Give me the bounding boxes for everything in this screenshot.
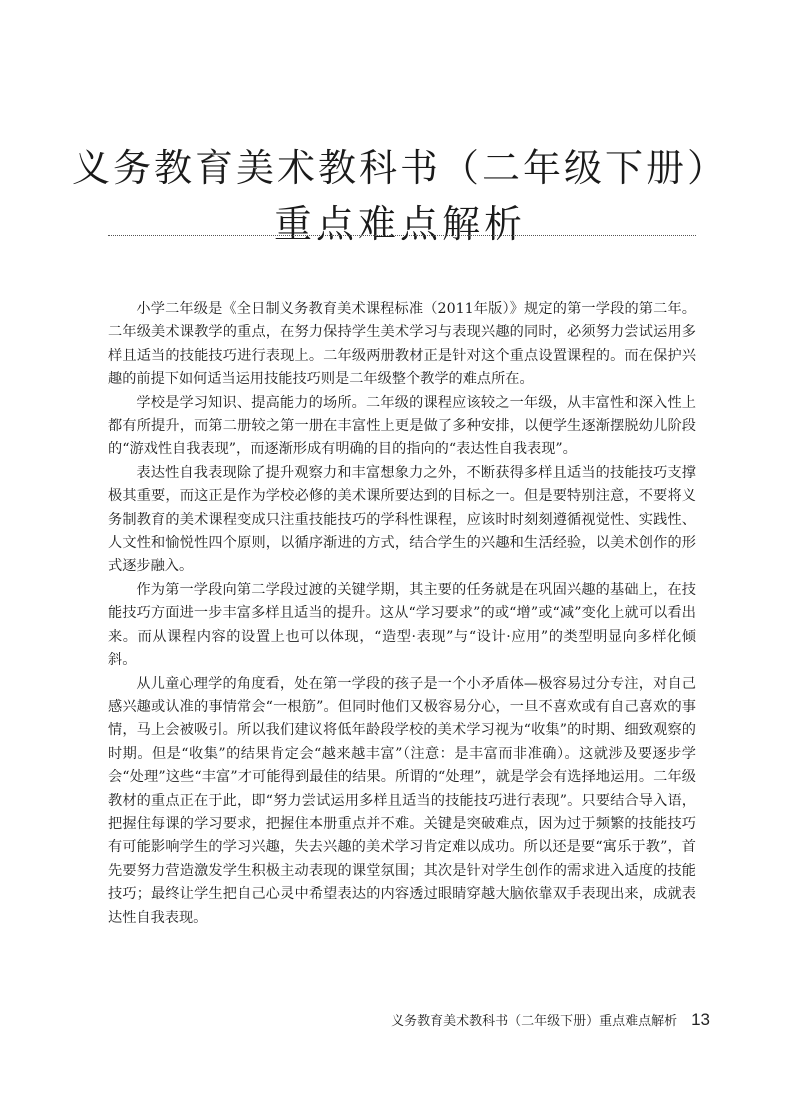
page-footer	[391, 1010, 710, 1030]
page-title: 义务教育美术教科书（二年级下册）	[71, 146, 728, 190]
paragraph: 学校是学习知识、提高能力的场所。二年级的课程应该较之一年级，从丰富性和深入性上都有所提升，而第二册较之第一册在丰富性上更是做了多种安排，以便学生逐渐摆脱幼儿阶段的“游戏性自我表现”，而逐渐形成有明确的目的指向的“表达性自我表现”。	[108, 394, 696, 458]
paragraph: 小学二年级是《全日制义务教育美术课程标准（2011年版）》规定的第一学段的第二年。二年级美术课教学的重点，在努力保持学生美术学习与表现兴趣的同时，必须努力尝试运用多样且适当的技能技巧进行表现上。二年级两册教材正是针对这个重点设置课程的。而在保护兴趣的前提下如何适当运用技能技巧则是二年级整个教学的难点所在。	[108, 301, 696, 388]
page-subtitle: 重点难点解析	[273, 202, 526, 246]
page-number: 13	[691, 1010, 710, 1029]
title-divider	[108, 235, 696, 236]
running-title: 义务教育美术教科书（二年级下册）重点难点解析	[391, 1014, 678, 1029]
body-text	[108, 298, 696, 930]
paragraph: 表达性自我表现除了提升观察力和丰富想象力之外，不断获得多样且适当的技能技巧支撑极其重要，而这正是作为学校必修的美术课所要达到的目标之一。但是要特别注意，不要将义务制教育的美术课程变成只注重技能技巧的学科性课程，应该时时刻刻遵循视觉性、实践性、人文性和愉悦性四个原则，以循序渐进的方式，结合学生的兴趣和生活经验，以美术创作的形式逐步融入。	[108, 464, 696, 575]
paragraph: 作为第一学段向第二学段过渡的关键学期，其主要的任务就是在巩固兴趣的基础上，在技能技巧方面进一步丰富多样且适当的提升。这从“学习要求”的或“增”或“减”变化上就可以看出来。而从课程内容的设置上也可以体现，“造型·表现”与“设计·应用”的类型明显向多样化倾斜。	[108, 581, 696, 669]
paragraph: 从儿童心理学的角度看，处在第一学段的孩子是一个小矛盾体—极容易过分专注，对自己感兴趣或认准的事情常会“一根筋”。但同时他们又极容易分心，一旦不喜欢或有自己喜欢的事情，马上会被吸引。所以我们建议将低年龄段学校的美术学习视为“收集”的时期、细致观察的时期。但是“收集”的结果肯定会“越来越丰富”（注意：是丰富而非准确）。这就涉及要逐步学会“处理”这些“丰富”才可能得到最佳的结果。所谓的“处理”，就是学会有选择地运用。二年级教材的重点正在于此，即“努力尝试运用多样且适当的技能技巧进行表现”。只要结合导入语，把握住每课的学习要求，把握住本册重点并不难。关键是突破难点，因为过于频繁的技能技巧有可能影响学生的学习兴趣，失去兴趣的美术学习肯定难以成功。所以还是要“寓乐于教”，首先要努力营造激发学生积极主动表现的课堂氛围；其次是针对学生创作的需求进入适度的技能技巧；最终让学生把自己心灵中希望表达的内容透过眼睛穿越大脑依靠双手表现出来，成就表达性自我表现。	[108, 675, 696, 926]
